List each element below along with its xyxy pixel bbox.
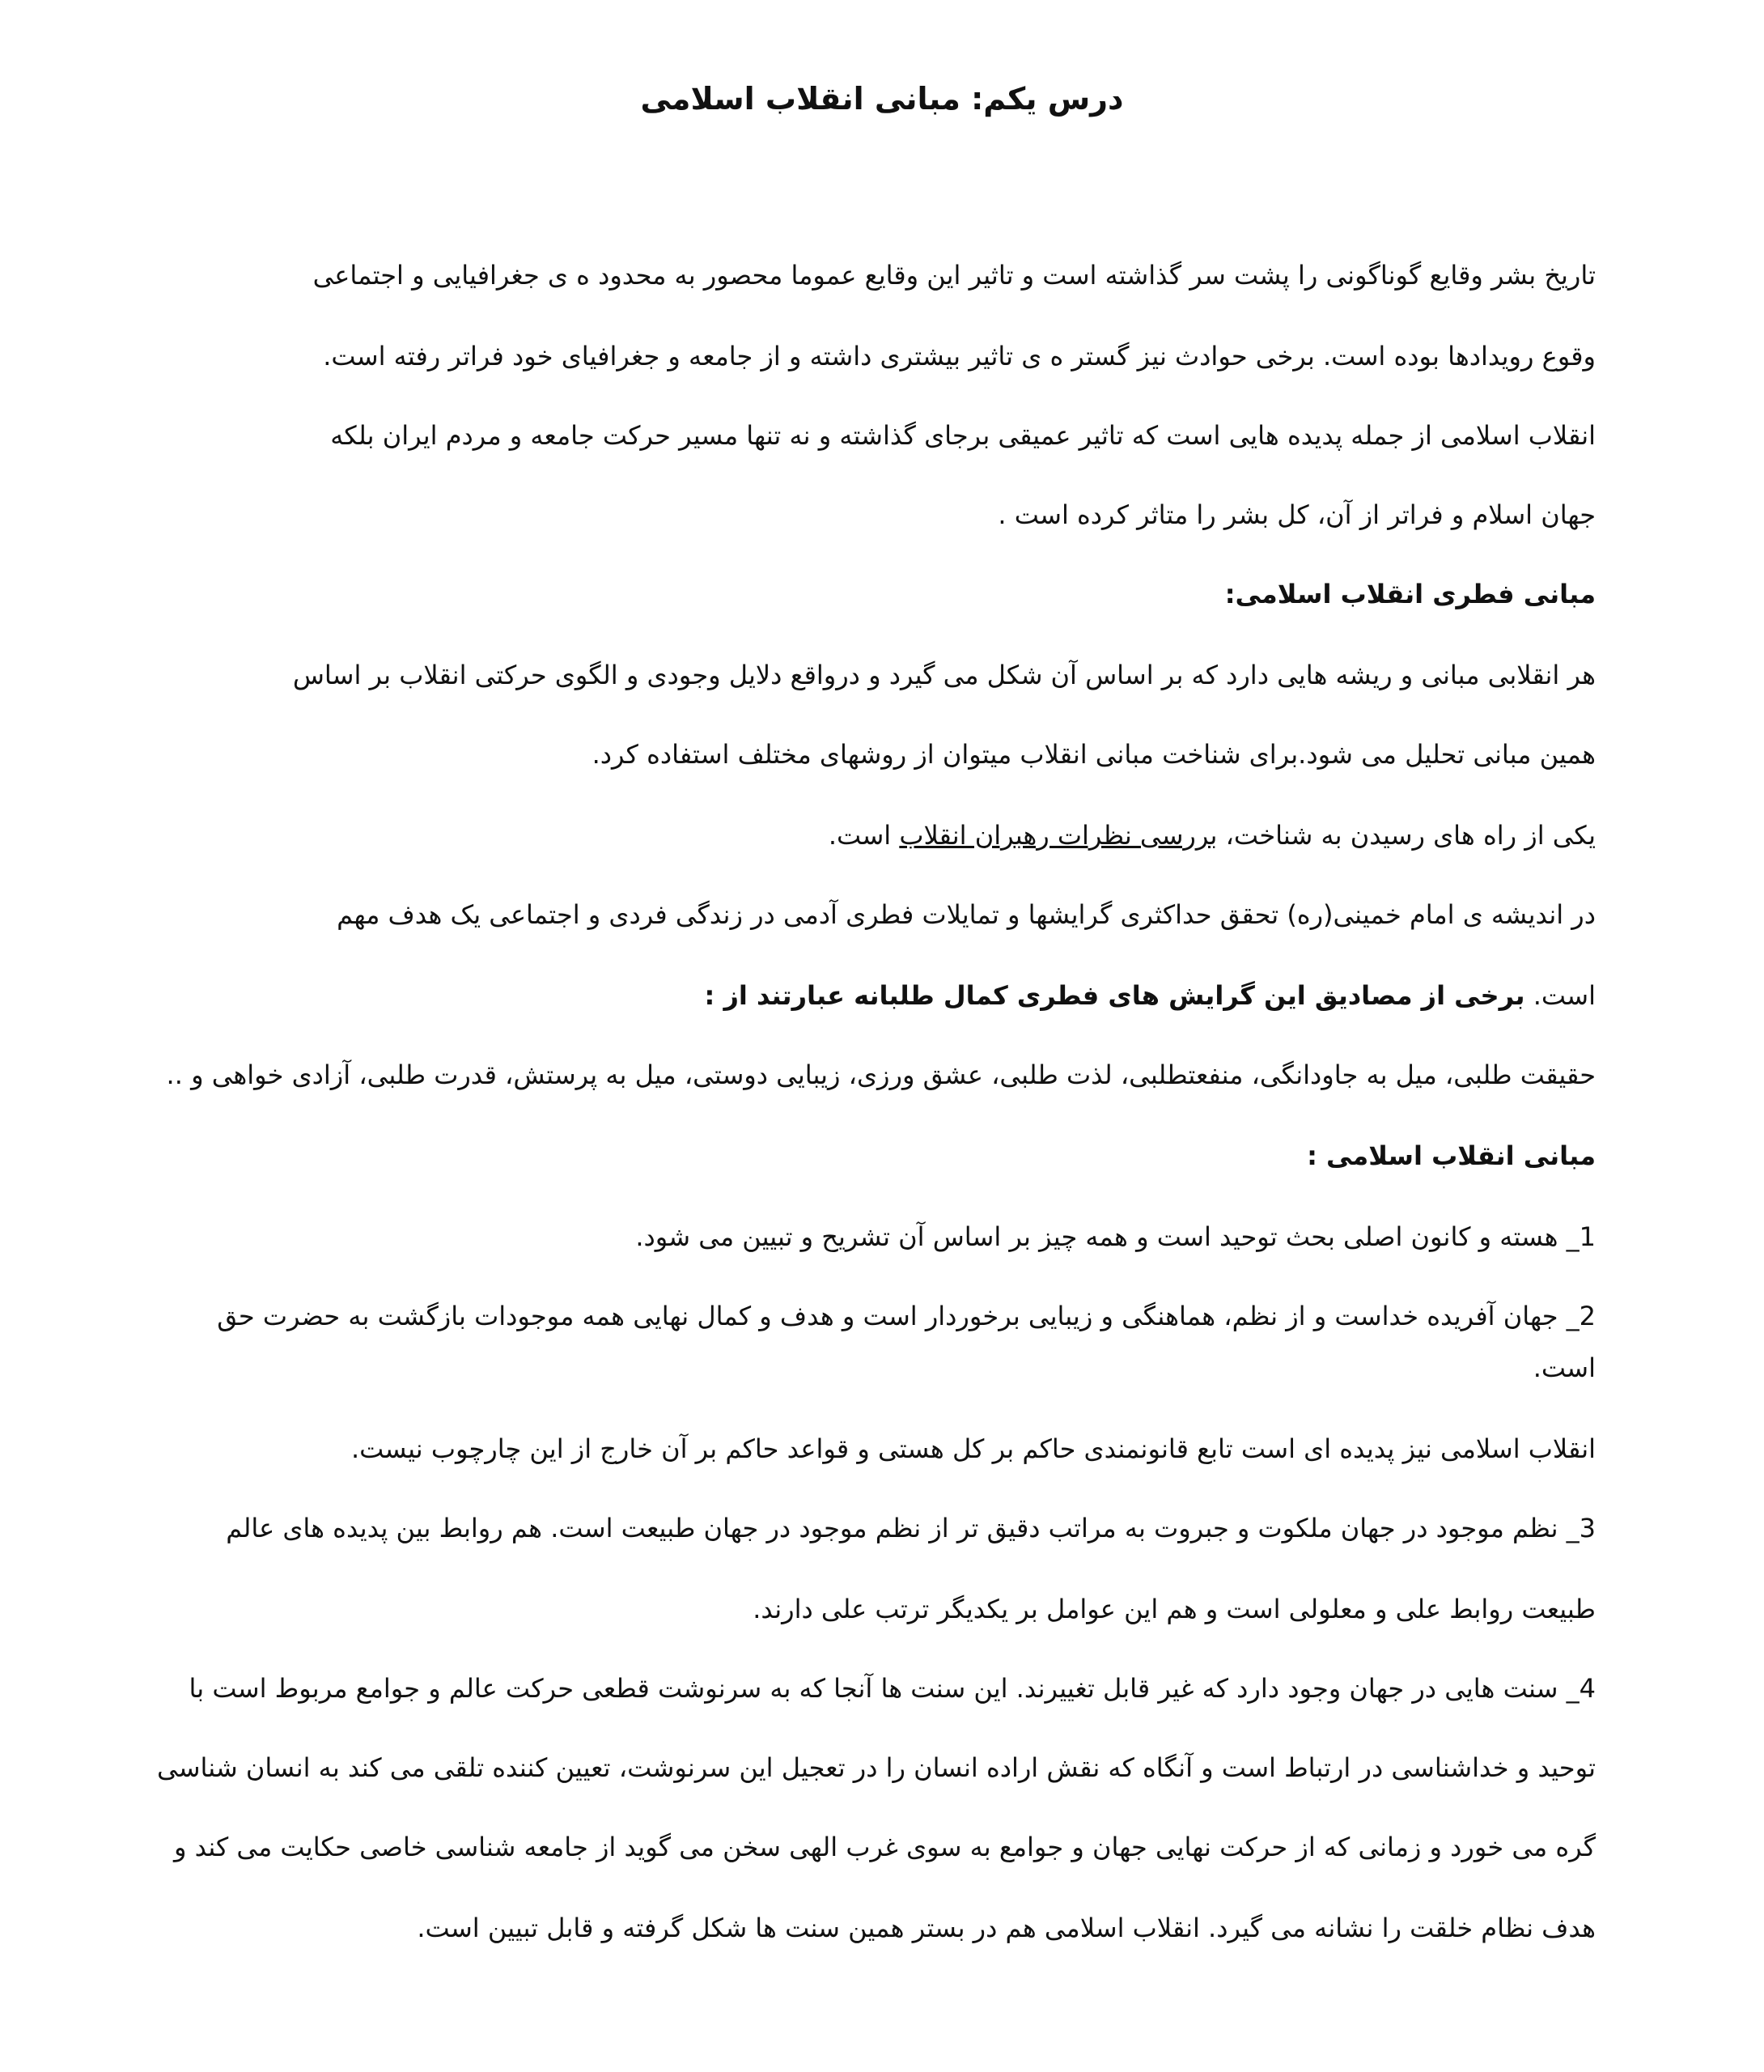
document-title: درس یکم: مبانی انقلاب اسلامی bbox=[640, 81, 1124, 117]
paragraph-line: است. bbox=[1533, 1352, 1596, 1383]
line-text: است. bbox=[1524, 980, 1596, 1011]
paragraph-line: طبیعت روابط علی و معلولی است و هم این عوامل بر یکدیگر ترتب علی دارند. bbox=[753, 1594, 1596, 1624]
paragraph-line: گره می خورد و زمانی که از حرکت نهایی جهان و جوامع به سوی غرب الهی سخن می گوید از جامعه شناسی خاصی حکایت می کند و bbox=[173, 1832, 1596, 1862]
bold-phrase: برخی از مصادیق این گرایش های فطری کمال طلبانه عبارتند از : bbox=[704, 980, 1525, 1011]
line-text: است. bbox=[828, 820, 900, 851]
paragraph-line: توحید و خداشناسی در ارتباط است و آنگاه که نقش اراده انسان را در تعجیل این سرنوشت، تعیین کننده تلقی می کند به انسان شناسی bbox=[157, 1752, 1596, 1783]
list-item: 3_ نظم موجود در جهان ملکوت و جبروت به مراتب دقیق تر از نظم موجود در جهان طبیعت است. هم روابط بین پدیده های عالم bbox=[226, 1513, 1596, 1543]
paragraph-line: همین مبانی تحلیل می شود.برای شناخت مبانی انقلاب میتوان از روشهای مختلف استفاده کرد. bbox=[592, 739, 1596, 770]
paragraph-line: هدف نظام خلقت را نشانه می گیرد. انقلاب اسلامی هم در بستر همین سنت ها شکل گرفته و قابل تبیین است. bbox=[417, 1913, 1596, 1943]
section-heading-fitri: مبانی فطری انقلاب اسلامی: bbox=[1224, 579, 1596, 609]
paragraph-line: حقیقت طلبی، میل به جاودانگی، منفعتطلبی، لذت طلبی، عشق ورزی، زیبایی دوستی، میل به پرستش، قدرت طلبی، آزادی خواهی و .. bbox=[166, 1059, 1596, 1090]
paragraph-line: تاریخ بشر وقایع گوناگونی را پشت سر گذاشته است و تاثیر این وقایع عموما محصور به محدود ه ی جغرافیایی و اجتماعی bbox=[312, 260, 1596, 291]
underlined-phrase: بررسی نظرات رهبران انقلاب bbox=[899, 820, 1218, 851]
list-item: 2_ جهان آفریده خداست و از نظم، هماهنگی و زیبایی برخوردار است و هدف و کمال نهایی همه موجودات بازگشت به حضرت حق bbox=[217, 1301, 1596, 1331]
list-item: 1_ هسته و کانون اصلی بحث توحید است و همه چیز بر اساس آن تشریح و تبیین می شود. bbox=[635, 1221, 1596, 1252]
line-text: یکی از راه های رسیدن به شناخت، bbox=[1217, 820, 1596, 851]
paragraph-line bbox=[705, 978, 1596, 1013]
list-item: 4_ سنت هایی در جهان وجود دارد که غیر قابل تغییرند. این سنت ها آنجا که به سرنوشت قطعی حرکت عالم و جوامع مربوط است با bbox=[189, 1673, 1596, 1704]
paragraph-line: انقلاب اسلامی نیز پدیده ای است تابع قانونمندی حاکم بر کل هستی و قواعد حاکم بر آن خارج از این چارچوب نیست. bbox=[350, 1433, 1596, 1464]
paragraph-line: هر انقلابی مبانی و ریشه هایی دارد که بر اساس آن شکل می گیرد و درواقع دلایل وجودی و الگوی حرکتی انقلاب بر اساس bbox=[292, 660, 1596, 690]
paragraph-line: وقوع رویدادها بوده است. برخی حوادث نیز گستر ه ی تاثیر بیشتری داشته و از جامعه و جغرافیای خود فراتر رفته است. bbox=[323, 341, 1596, 372]
paragraph-line: انقلاب اسلامی از جمله پدیده هایی است که تاثیر عمیقی برجای گذاشته و نه تنها مسیر حرکت جامعه و مردم ایران بلکه bbox=[330, 420, 1596, 451]
section-heading-mabani: مبانی انقلاب اسلامی : bbox=[1307, 1140, 1596, 1171]
paragraph-line: در اندیشه ی امام خمینی(ره) تحقق حداکثری گرایشها و تمایلات فطری آدمی در زندگی فردی و اجتماعی یک هدف مهم bbox=[337, 899, 1596, 930]
paragraph-line bbox=[829, 817, 1596, 853]
paragraph-line: جهان اسلام و فراتر از آن، کل بشر را متاثر کرده است . bbox=[998, 499, 1596, 530]
